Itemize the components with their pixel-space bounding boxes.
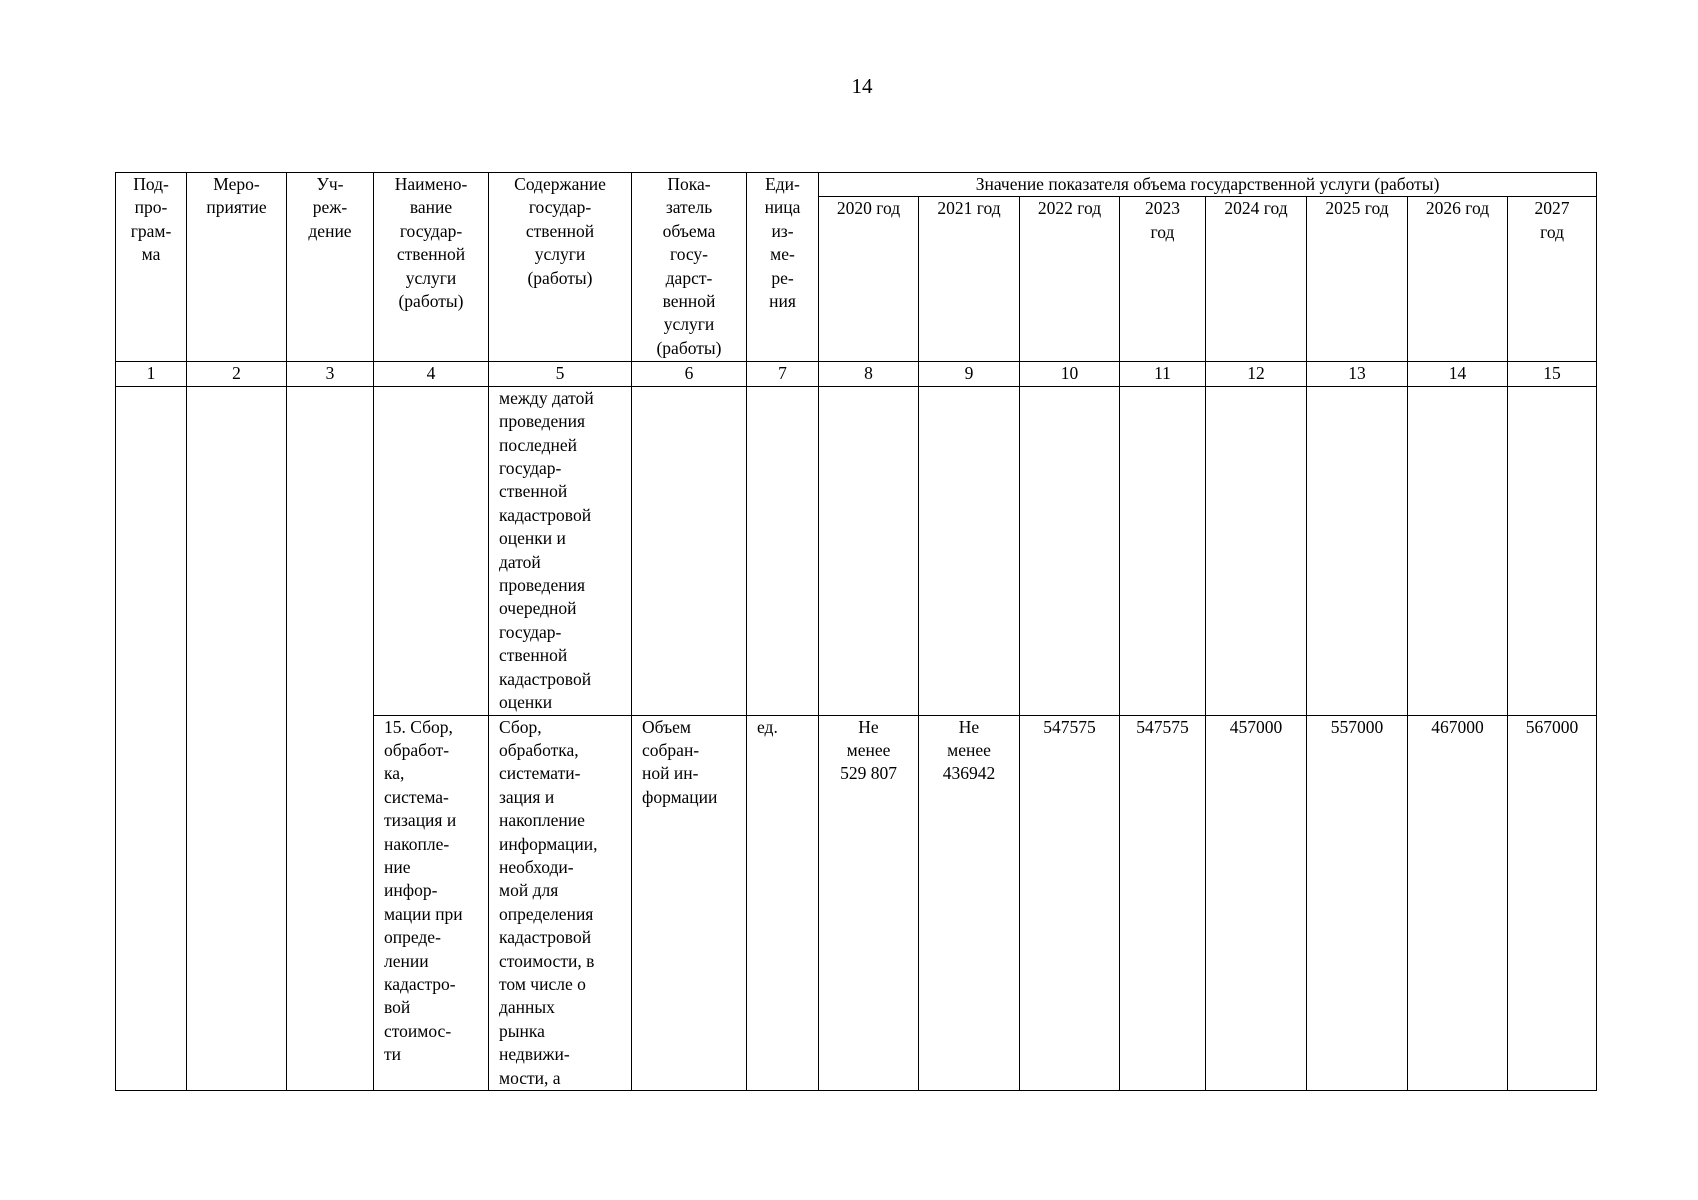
column-number: 1 [116, 362, 187, 386]
cell-soderzhanie: Сбор, обработка, системати- зация и накопление информации, необходи- мой для определения кадастровой стоимости, в том числе о данных рынка недвижи- мости, а [489, 715, 632, 1091]
cell-uchrezhdenie [287, 386, 374, 1090]
column-number: 3 [287, 362, 374, 386]
column-number: 15 [1508, 362, 1597, 386]
cell-value: 457000 [1206, 715, 1307, 1091]
header-uchrezhdenie: Уч- реж- дение [287, 173, 374, 362]
column-number: 7 [747, 362, 819, 386]
column-number: 8 [819, 362, 919, 386]
header-year: 2024 год [1206, 197, 1307, 362]
cell-soderzhanie: между датой проведения последней государ- ственной кадастровой оценки и датой проведения очередной государ- ственной кадастровой оценки [489, 386, 632, 715]
cell-value: Не менее 436942 [919, 715, 1020, 1091]
header-year: 2020 год [819, 197, 919, 362]
header-pokazatel: Пока- затель объема госу- дарст- венной услуги (работы) [632, 173, 747, 362]
cell-value [1120, 386, 1206, 715]
header-soderzhanie: Содержание государ- ственной услуги (работы) [489, 173, 632, 362]
cell-value [819, 386, 919, 715]
cell-value [919, 386, 1020, 715]
cell-edinica [747, 386, 819, 715]
column-number: 12 [1206, 362, 1307, 386]
cell-value [1508, 386, 1597, 715]
header-edinica: Еди- ница из- ме- ре- ния [747, 173, 819, 362]
column-number: 14 [1408, 362, 1508, 386]
table-row [116, 386, 1597, 715]
cell-value: 547575 [1020, 715, 1120, 1091]
column-number: 13 [1307, 362, 1408, 386]
cell-value [1206, 386, 1307, 715]
column-number-row [116, 362, 1597, 386]
column-number: 10 [1020, 362, 1120, 386]
column-number: 4 [374, 362, 489, 386]
column-number: 5 [489, 362, 632, 386]
cell-podprogramma [116, 386, 187, 1090]
header-year: 2022 год [1020, 197, 1120, 362]
header-year: 2025 год [1307, 197, 1408, 362]
cell-value [1307, 386, 1408, 715]
cell-value: Не менее 529 807 [819, 715, 919, 1091]
cell-naimenovanie: 15. Сбор, обработ- ка, система- тизация и накопле- ние инфор- мации при опреде- лении кадастро- вой стоимос- ти [374, 715, 489, 1091]
cell-value: 467000 [1408, 715, 1508, 1091]
column-number: 9 [919, 362, 1020, 386]
header-meropriyatie: Меро- приятие [187, 173, 287, 362]
header-naimenovanie: Наимено- вание государ- ственной услуги (работы) [374, 173, 489, 362]
cell-meropriyatie [187, 386, 287, 1090]
header-podprogramma: Под- про- грам- ма [116, 173, 187, 362]
cell-value [1408, 386, 1508, 715]
cell-naimenovanie [374, 386, 489, 715]
header-year: 2026 год [1408, 197, 1508, 362]
header-row-top [116, 173, 1597, 197]
cell-value: 547575 [1120, 715, 1206, 1091]
column-number: 11 [1120, 362, 1206, 386]
cell-pokazatel: Объем собран- ной ин- формации [632, 715, 747, 1091]
header-year: 2023 год [1120, 197, 1206, 362]
cell-pokazatel [632, 386, 747, 715]
page-number: 14 [851, 74, 873, 98]
header-year: 2027 год [1508, 197, 1597, 362]
cell-value [1020, 386, 1120, 715]
header-group-title: Значение показателя объема государственной услуги (работы) [819, 173, 1597, 197]
header-year: 2021 год [919, 197, 1020, 362]
cell-value: 567000 [1508, 715, 1597, 1091]
column-number: 6 [632, 362, 747, 386]
government-service-volume-table [115, 172, 1597, 1091]
column-number: 2 [187, 362, 287, 386]
cell-value: 557000 [1307, 715, 1408, 1091]
cell-edinica: ед. [747, 715, 819, 1091]
